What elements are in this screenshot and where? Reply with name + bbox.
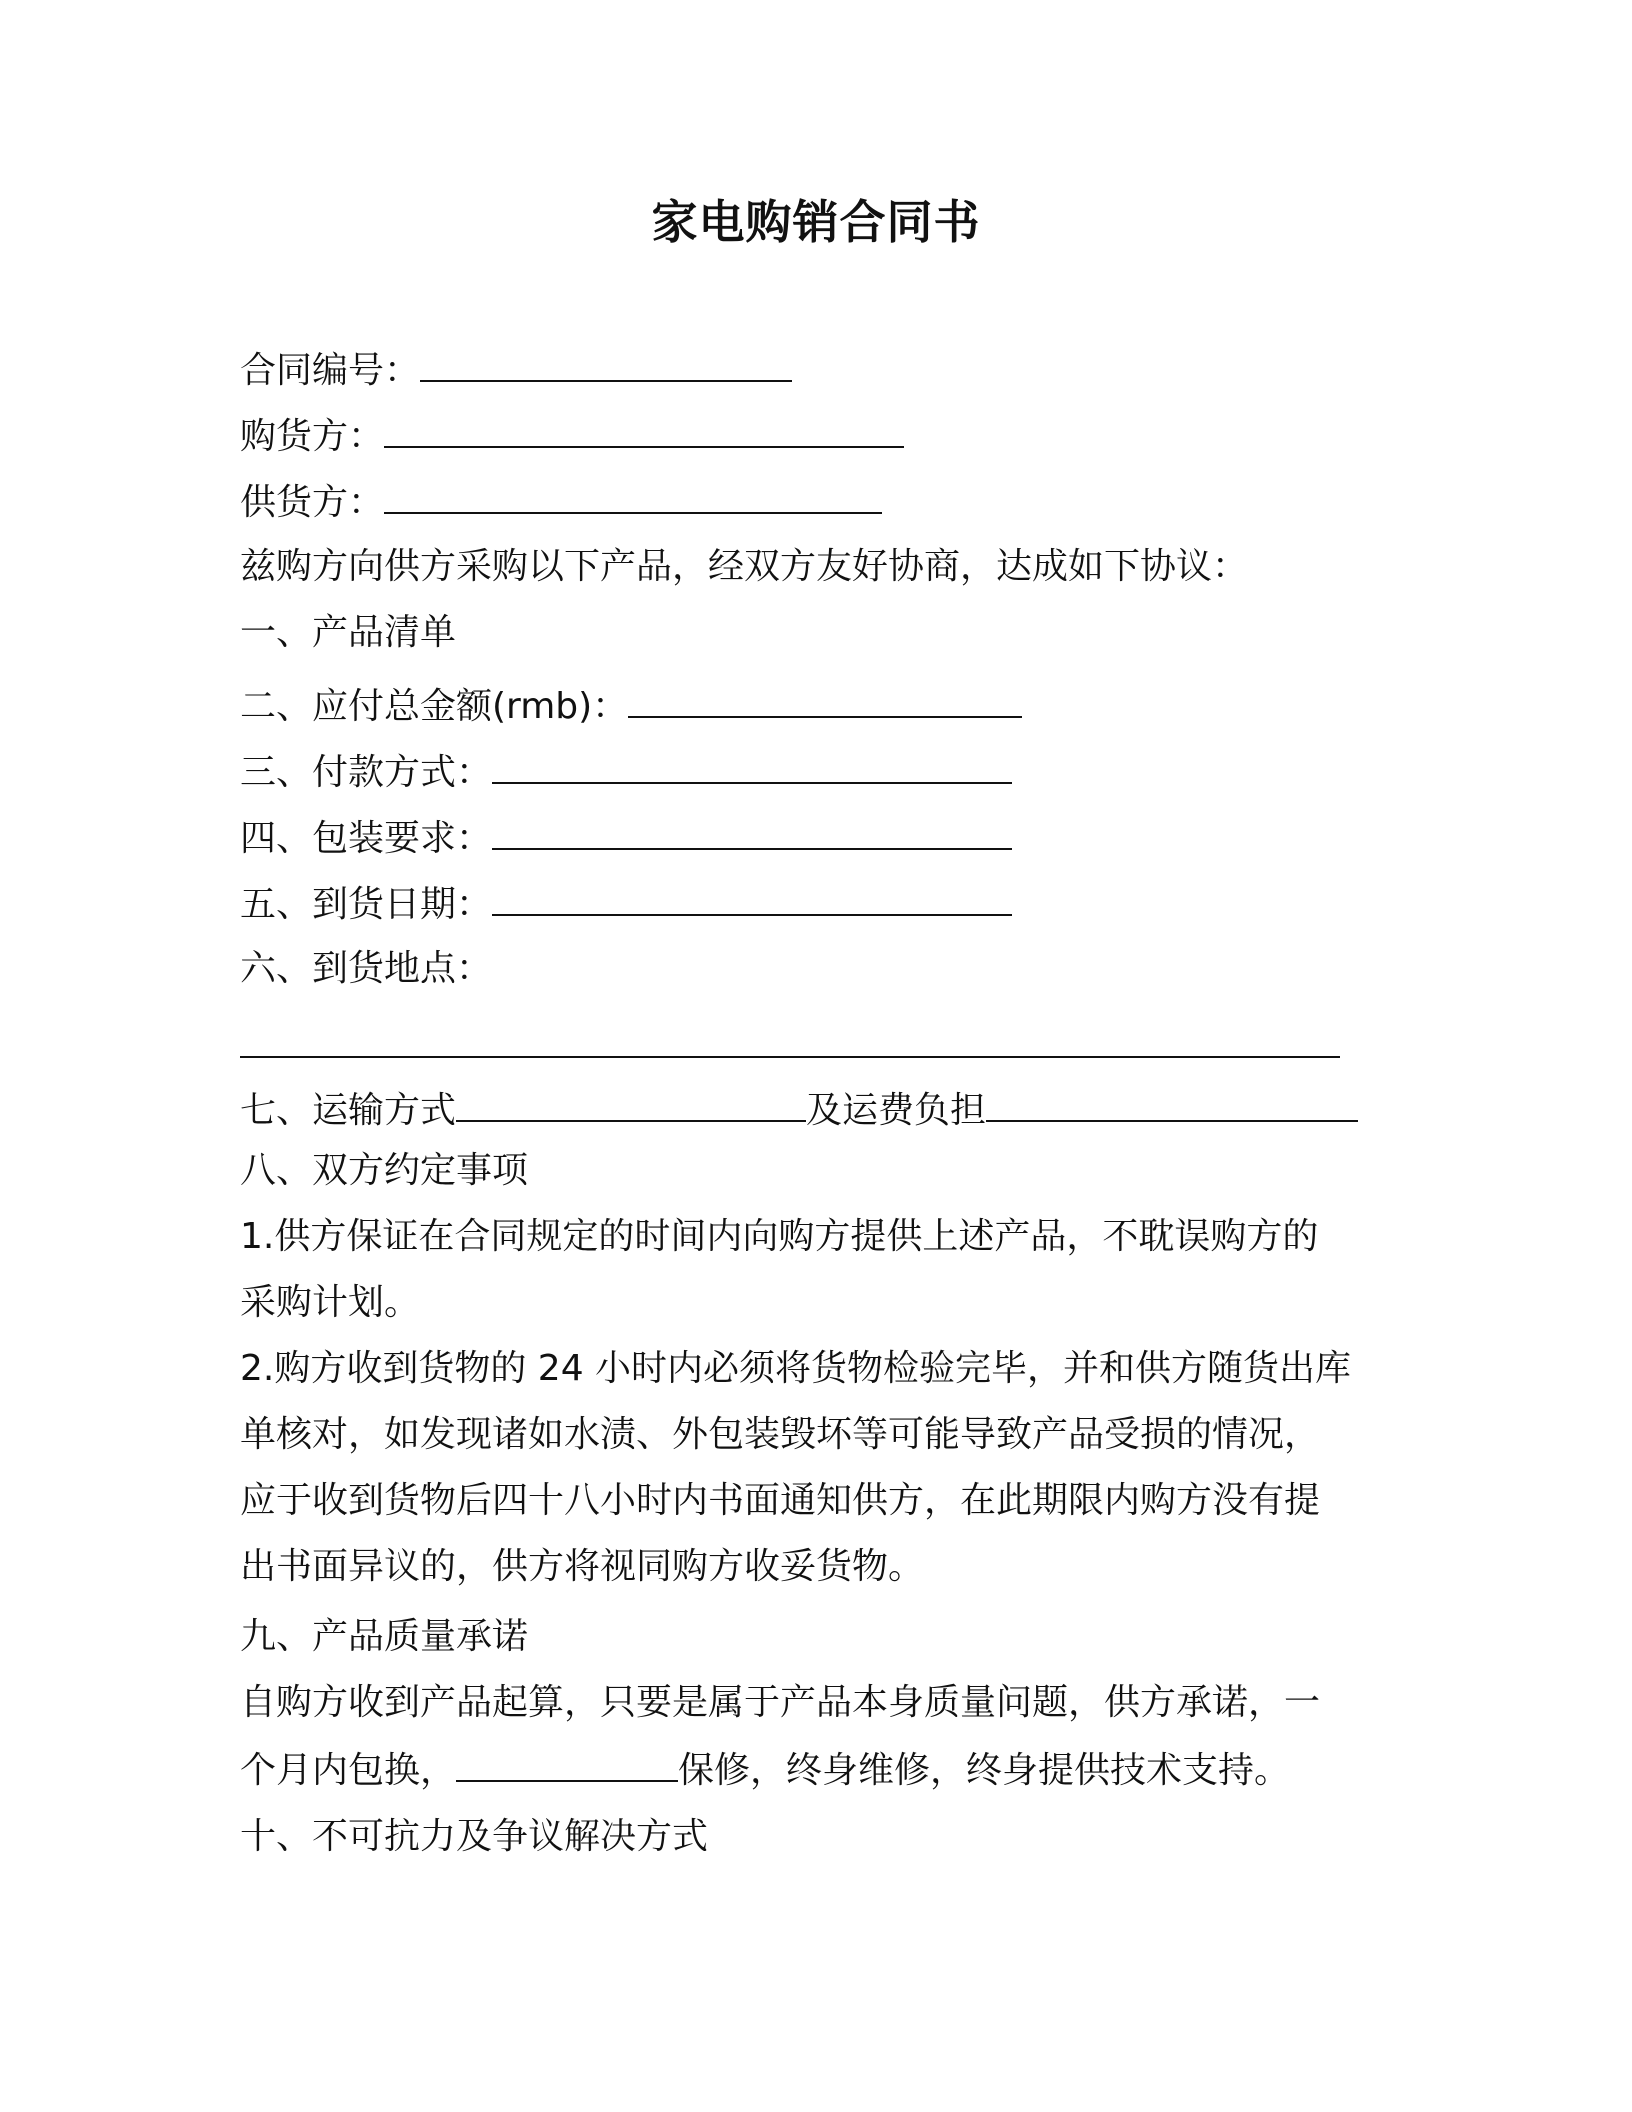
packaging-label: 四、包装要求： [240,818,493,859]
document-title: 家电购销合同书 [651,195,981,249]
total-amount-line [240,680,1022,730]
delivery-date-label: 五、到货日期： [240,884,493,925]
freight-blank [986,1084,1358,1122]
item-2-line-2: 单核对，如发现诸如水渍、外包装毁坏等可能导致产品受损的情况， [240,1414,1321,1455]
transport-line [240,1084,1358,1134]
buyer-line [240,410,904,460]
transport-label: 七、运输方式 [240,1090,457,1131]
contract-no-line [240,344,792,394]
section-10-heading: 十、不可抗力及争议解决方式 [240,1816,709,1857]
item-2-line-1: 2.购方收到货物的 24 小时内必须将货物检验完毕，并和供方随货出库 [240,1348,1352,1389]
freight-label: 及运费负担 [806,1090,987,1131]
item-1-line-1: 1.供方保证在合同规定的时间内向购方提供上述产品，不耽误购方的 [240,1216,1319,1257]
item-1-line-2: 采购计划。 [240,1282,421,1323]
supplier-line [240,476,882,526]
contract-no-label: 合同编号： [240,350,421,391]
item-2-line-3: 应于收到货物后四十八小时内书面通知供方，在此期限内购方没有提 [240,1480,1321,1521]
warranty-text-a: 个月内包换， [240,1750,457,1791]
delivery-place-blank [240,1056,1340,1058]
packaging-blank [492,812,1012,850]
payment-method-line [240,746,1012,796]
total-amount-blank [628,680,1022,718]
delivery-date-blank [492,878,1012,916]
total-amount-label: 二、应付总金额(rmb)： [240,686,629,727]
warranty-text-b: 保修，终身维修，终身提供技术支持。 [678,1750,1291,1791]
warranty-line-2 [240,1744,1290,1794]
contract-no-blank [420,344,792,382]
supplier-label: 供货方： [240,482,385,523]
buyer-label: 购货方： [240,416,385,457]
packaging-line [240,812,1012,862]
warranty-blank [456,1744,678,1782]
buyer-blank [384,410,904,448]
transport-blank [456,1084,806,1122]
section-1-heading: 一、产品清单 [240,612,457,653]
delivery-date-line [240,878,1012,928]
section-9-heading: 九、产品质量承诺 [240,1616,529,1657]
section-8-heading: 八、双方约定事项 [240,1150,529,1191]
item-2-line-4: 出书面异议的，供方将视同购方收妥货物。 [240,1546,925,1587]
payment-method-blank [492,746,1012,784]
delivery-place-label: 六、到货地点： [240,948,493,989]
supplier-blank [384,476,882,514]
warranty-line-1: 自购方收到产品起算，只要是属于产品本身质量问题，供方承诺，一 [240,1682,1321,1723]
intro-paragraph: 兹购方向供方采购以下产品，经双方友好协商，达成如下协议： [240,546,1249,587]
payment-method-label: 三、付款方式： [240,752,493,793]
